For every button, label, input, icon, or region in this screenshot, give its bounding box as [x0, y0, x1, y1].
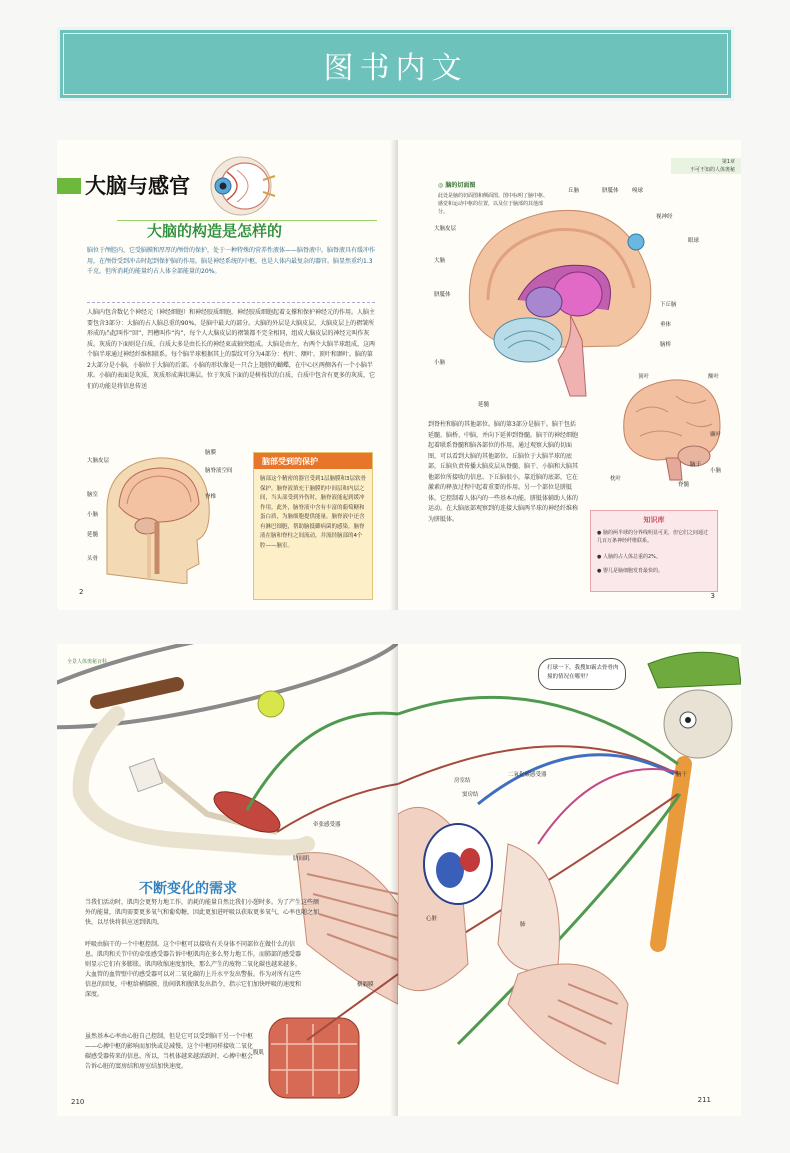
fig-label: 脑干 [690, 462, 702, 468]
running-header [671, 158, 741, 174]
page-number: 3 [710, 592, 715, 600]
section-title: 大脑的构造是怎样的 [147, 222, 283, 240]
knowledge-item-text: 婴儿是脑细胞发育最快的。 [602, 568, 663, 574]
fig-label: 小脑 [710, 468, 722, 474]
body-illustration-right [398, 644, 741, 1116]
fig-label: 额叶 [708, 374, 720, 380]
fig-label: 脑膜 [205, 450, 217, 456]
fig-label: 脑室 [87, 492, 99, 498]
fig-label: 胼胝体 [434, 292, 451, 298]
figure-caption: 此处是脑的切面图和侧面图。图中标明了脑中枢、感觉和运动中枢的位置，以及位于脑部的其他部分。 [438, 193, 549, 215]
chapter-marker [57, 178, 81, 194]
fig-label: 小脑 [434, 360, 446, 366]
page-number: 2 [79, 588, 84, 596]
banner-title: 图书内文 [323, 51, 468, 86]
fig-label: 视神经 [656, 214, 673, 220]
fig-label: 大脑 [434, 258, 446, 264]
fig-label: 脊髓 [678, 482, 690, 488]
head-section-figure [87, 444, 233, 584]
body-text: 到脊柱和脑的其他部位。脑的第3部分是脑干。脑干包括延髓、脑桥、中脑，并向下延伸到脊髓。脑干的神经细胞起着联系脊髓和脑各部位的作用。通过观察大脑的切面图，可以看到大脑的其他部位。丘脑位于大脑半球的底部，丘脑负责传播大脑皮层从脊髓、脑干、小脑和大脑其他部位所接收的信息。下丘脑很小，靠近脑的底部，它在激素的释放过程中起着重要的作用。另一个部位是胼胝体，它控制着人体内的一些基本功能。胼胝体辅助人体的运动。在大脑底部观察到的连接大脑两半球的神经纤维称为胼胝体。 [428, 421, 578, 523]
knowledge-item: ● 婴儿是脑细胞发育最快的。 [597, 568, 663, 574]
fig-label: 胼胝体 [602, 188, 619, 194]
fig-label: 头骨 [87, 556, 99, 562]
body-text: 人脑内包含数亿个神经元（神经细胞）和神经胶质细胞，神经胶质细胞起着支撑和保护神经元的作用。人脑主要包含3部分：大脑的占人脑总重的90%，是脑中最大的部分。大脑的外层是大脑皮层，大脑皮层上的褶皱所形成的凸起叫作“回”，凹槽叫作“沟”，每个人大脑皮层的褶皱都不完全相同，组成大脑皮层的神经元叫作灰质。灰质的下面则是白质，白质大多是由长长的神经束或轴突组成。大脑是由左、右两个大脑半球组成，这两个脑半球通过神经纤维相联系。每个脑半球根据其上的裂纹可分为4部分：枕叶、额叶、顶叶和颞叶。脑的第2大部分是小脑，小脑位于大脑的后部。小脑的形状像是一只合上翅膀的蝴蝶，在中心区两侧各有一个小脑半球。小脑的表面是灰质，灰质形成薄状薄层。位于灰质下面的是树枝状的白质，白质中包含有更多的灰质，它们的功能是将信息传送 [87, 309, 375, 390]
knowledge-box [590, 510, 718, 592]
box-title: 脑部受到的保护 [262, 457, 318, 466]
figure-title-text: 脑的切面图 [445, 182, 476, 189]
chapter-title: 大脑与感官 [85, 174, 190, 198]
fig-label: 肋间肌 [293, 856, 310, 862]
section-title: 不断变化的需求 [139, 881, 237, 897]
fig-label: 大脑皮层 [87, 458, 110, 464]
box-text: 脑部这个精密的器官受到1层脑膜和3层软骨保护。脑脊液填充于脑膜的中间层和内层之间，当头部受到外伤时，脑脊液能起到缓冲作用。此外，脑脊液中含有丰富的葡萄糖和蛋白质，为脑细胞提供能量。脑脊液中还含有淋巴细胞，帮助脑抵御病菌的感染。脑脊液在脑和脊柱之间流动，并流经脑部的4个腔——脑室。 [260, 476, 366, 549]
fig-label: 小脑 [87, 512, 99, 518]
fig-label: 窦房结 [462, 792, 479, 798]
fig-label: 房室结 [454, 778, 471, 784]
page-number: 211 [697, 1096, 711, 1104]
speech-bubble [538, 658, 626, 690]
fig-label: 肺 [520, 922, 526, 928]
fig-label: 脊椎 [205, 494, 217, 500]
brain-section-drawing [458, 190, 658, 400]
fig-label: 延髓 [478, 402, 490, 408]
fig-label: 横膈膜 [357, 982, 374, 988]
page-3 [398, 140, 741, 610]
speech-text: 打球一下，我搜如霸去骨骨肉撞的情况在哪里？ [547, 665, 619, 680]
fig-label: 牵张感受器 [313, 822, 341, 828]
book-spread-1 [57, 140, 741, 610]
knowledge-item: ● 脑的两半球的分界线明显可见，但它们之间通过几百万条神经纤维联系。 [597, 530, 708, 544]
fig-label: 枕叶 [610, 476, 622, 482]
fig-label: 心脏 [426, 916, 438, 922]
intro-text: 脑位于颅腔内，它受脑膜和厚厚的颅骨的保护，处于一种特殊的营养性液体——脑脊液中。脑脊液具有缓冲作用，在颅骨受到冲击时起到保护脑的作用。脑是神经系统的中枢，也是人体内最复杂的器官。脑显然重约1.3千克，但所消耗的能量约占人体全部能量的20%。 [87, 247, 376, 275]
intro-divider [87, 302, 375, 303]
page-number: 210 [71, 1098, 85, 1106]
fig-label: 脑脊液空间 [205, 468, 233, 474]
figure-title [438, 180, 475, 189]
fig-label: 大脑皮层 [434, 226, 457, 232]
fig-label: 二氧化碳感受器 [508, 772, 547, 778]
header-subtitle: 不可不知的人体奥秘 [689, 167, 735, 173]
fig-label: 脑桥 [660, 342, 672, 348]
page-2 [57, 140, 398, 610]
running-header: 全景人体奥秘百科 [67, 659, 108, 665]
fig-label: 延髓 [87, 532, 99, 538]
fig-label: 顶叶 [638, 374, 650, 380]
knowledge-title: 知识库 [643, 516, 665, 524]
fig-label: 丘脑 [568, 188, 580, 194]
eye-illustration [207, 152, 277, 218]
knowledge-item-text: 脑的两半球的分界线明显可见，但它们之间通过几百万条神经纤维联系。 [597, 530, 708, 544]
fig-label: 垂体 [660, 322, 672, 328]
fig-label: 脑干 [676, 772, 688, 778]
fig-label: 眼球 [688, 238, 700, 244]
body-paragraph: 虽然基本心率由心脏自己控制，但是它可以受到脑干另一个中枢——心搏中枢的影响而加快或是减慢。这个中枢同样接收二氧化碳感受器传来的信息。所以，当机体越来越活跃时，心搏中枢会告诉心脏的窦房结和房室结加快速度。 [85, 1033, 254, 1070]
book-spread-2 [57, 644, 741, 1116]
fig-label: 腹肌 [253, 1050, 265, 1056]
header-chapter: 第1章 [721, 159, 735, 165]
knowledge-item: ● 人脑的占人体总重的2%。 [597, 554, 661, 560]
protection-box [253, 452, 373, 600]
page-210 [57, 644, 398, 1116]
knowledge-item-text: 人脑的占人体总重的2%。 [602, 554, 661, 560]
head-section-drawing [87, 444, 217, 584]
fig-label: 颞叶 [710, 432, 722, 438]
fig-label: 嗅球 [632, 188, 644, 194]
body-paragraph: 呼吸由脑干的一个中枢控制。这个中枢可以接收有关身体不同部位在做什么的信息。肌肉和关节中的牵张感受器告诉中枢肌肉在多么努力地工作，而肺部的感受器则显示它们有多膨胀。肌肉收缩速度加快，那么产生的废物二氧化碳也越来越多，大血管的血管壁中的感受器可以对二氧化碳的上升水平发出警报。作为对所有这些信息的回复，中枢给横膈膜、肋间肌和腹肌发出指令，指示它们加快呼吸的速度和深度。 [85, 941, 302, 998]
page-211 [398, 644, 741, 1116]
fig-label: 下丘脑 [660, 302, 677, 308]
body-paragraph: 当我们活动时，肌肉会更努力地工作，消耗的能量自然比我们小憩时多。为了产生这些额外的能量，肌肉需要更多氧气和葡萄糖，因此更加进呼吸以获取更多氧气，心率也随之加快，以尽快将供应送到肌肉。 [85, 899, 320, 926]
circle-icon: ◎ [438, 182, 444, 189]
banner [57, 27, 734, 101]
